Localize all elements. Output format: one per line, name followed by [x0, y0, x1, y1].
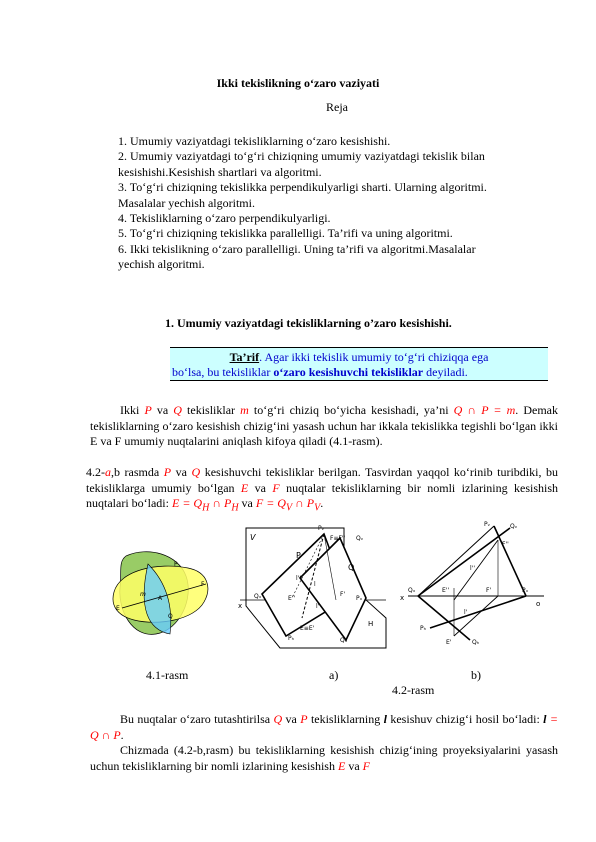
equation-l: l	[543, 712, 547, 726]
var-F: F	[362, 758, 370, 773]
var-l: l	[383, 712, 387, 726]
var-m: m	[240, 403, 249, 417]
label-Pv: Pᵥ	[484, 521, 491, 528]
label-Pv: Pᵥ	[318, 525, 325, 532]
paragraph-3	[90, 712, 558, 743]
plan-item: 2. Umumiy vaziyatdagi to‘g‘ri chiziqning umumiy vaziyatdagi tekislik bilan	[118, 149, 485, 164]
var-F: F	[272, 480, 280, 495]
definition-text: . Agar ikki tekislik umumiy to‘g‘ri chiziqqa ega	[259, 350, 489, 364]
plan-item: 6. Ikki tekislikning o‘zaro parallelligi. Uning ta’rifi va algoritmi.Masalalar	[118, 241, 476, 256]
text: va	[171, 465, 192, 479]
line-l1	[454, 596, 498, 636]
text: kesishuvchi tekisliklar berilgan. Tasvirdan yaqqol ko‘rinib turibdiki, bu tekisliklarga umumiy bo‘lgan	[86, 465, 559, 495]
plan-heading: Reja	[326, 100, 348, 114]
page-title: Ikki tekislikning o‘zaro vaziyati	[216, 76, 380, 90]
label-Qx: Qₓ	[254, 593, 262, 600]
text: kesishuv chizig‘i hosil bo‘ladi:	[386, 712, 544, 726]
label-l1: l'	[316, 603, 320, 610]
var-E: E	[337, 758, 346, 773]
text: . Demak tekisliklarning o‘zaro kesishish chizig‘ini yasash uchun har ikkala tekislikka tegishli bo‘lgan ikki E va F umumiy nuqtalarini aniqlash kifoya qiladi (4.1-rasm).	[90, 403, 559, 448]
label-Qh: Qₕ	[340, 637, 348, 644]
label-P: P	[174, 561, 178, 568]
figure-4-2a	[236, 518, 396, 652]
plan-item: 3. To‘g‘ri chiziqning tekislikka perpendikulyarligi sharti. Ularning algoritmi.	[118, 180, 487, 195]
label-E1: E'	[446, 639, 452, 646]
text: va	[282, 712, 301, 726]
figure-4-1	[108, 548, 218, 640]
label-Qv: Qᵥ	[356, 535, 364, 542]
var-P: P	[300, 712, 308, 726]
label-l1: l'	[464, 609, 468, 616]
var-Q: Q	[191, 465, 201, 479]
label-P: P	[296, 551, 301, 560]
text: Chizmada (4.2-b,rasm) bu tekisliklarning kesishish chizig‘ining proyeksiyalarini yasash uchun tekisliklarning bir nomli izlarining kesishish	[90, 743, 558, 773]
section-title: 1. Umumiy vaziyatdagi tekisliklarning o’zaro kesishishi.	[165, 316, 452, 330]
plan-item: 1. Umumiy vaziyatdagi tekisliklarning o‘zaro kesishishi.	[118, 134, 391, 148]
definition-line-1	[170, 350, 548, 365]
text: .	[120, 727, 124, 742]
label-l2: l''	[470, 565, 475, 572]
label-V: V	[250, 533, 256, 542]
label-Q: Q	[168, 613, 173, 620]
text: va	[238, 496, 256, 510]
text: Ikki	[120, 403, 145, 417]
label-Qv: Qᵥ	[510, 523, 518, 530]
definition-text: deyiladi.	[423, 365, 468, 379]
text: ,b rasmda	[111, 465, 164, 479]
label-Ph: Pₕ	[288, 635, 295, 642]
text: .	[320, 496, 324, 510]
definition-box	[170, 347, 548, 381]
paragraph-2	[86, 465, 558, 516]
equation-F: $F = Q_V$ ∩ $P_V$	[255, 496, 321, 514]
var-Q: Q	[173, 403, 182, 417]
caption-4-2: 4.2-rasm	[392, 683, 435, 697]
definition-term: o‘zaro kesishuvchi tekisliklar	[273, 365, 424, 379]
text: nuqtalar tekisliklarning bir nomli izlarining kesishish nuqtalari bo‘ladi:	[86, 480, 558, 510]
text: va	[151, 403, 174, 417]
plan-item: yechish algoritmi.	[118, 257, 205, 272]
text: to‘g‘ri chiziq bo‘yicha kesishadi, ya’ni	[248, 403, 454, 417]
label-Px: Pₓ	[522, 587, 529, 594]
label-E2: E''	[442, 587, 450, 594]
label-F1: F'	[340, 591, 346, 598]
plan-list	[118, 134, 558, 273]
paragraph-4	[90, 743, 558, 774]
label-l: l	[314, 581, 316, 588]
label-Q: Q	[348, 563, 355, 572]
label-m: m	[140, 591, 146, 598]
equation: Q ∩ P = m	[453, 403, 516, 417]
label-l2: l''	[296, 575, 301, 582]
plan-item: 4. Tekisliklarning o‘zaro perpendikulyarligi.	[118, 211, 331, 226]
text: 4.2-	[86, 465, 105, 479]
label-Qx: Qₓ	[408, 587, 416, 594]
label-Qh: Qₕ	[472, 639, 480, 646]
label-F: F	[201, 581, 205, 588]
label-A: A	[158, 595, 163, 602]
label-E: E	[116, 605, 120, 612]
var-a: a	[105, 465, 111, 479]
var-P: P	[163, 465, 172, 479]
label-F2: F''	[502, 541, 509, 548]
label-o: o	[536, 600, 541, 608]
plan-item: Masalalar yechish algoritmi.	[118, 195, 255, 210]
label-x: x	[238, 602, 243, 610]
var-Q: Q	[273, 712, 283, 726]
plan-item: kesishishi.Kesishish shartlari va algoritmi.	[118, 164, 322, 179]
caption-a: a)	[329, 668, 339, 682]
text: va	[248, 480, 273, 495]
definition-line-2	[170, 365, 548, 380]
trace-ph	[430, 596, 526, 628]
definition-label: Ta’rif	[229, 350, 260, 364]
label-EE: E≡E'	[300, 625, 315, 632]
label-x: x	[400, 594, 405, 602]
label-FF: F≡F''	[330, 535, 346, 542]
caption-b: b)	[471, 668, 481, 682]
var-P: P	[144, 403, 152, 417]
label-Px: Pₓ	[356, 595, 363, 602]
paragraph-1	[90, 403, 558, 450]
label-E2: E''	[288, 595, 296, 602]
text: va	[345, 758, 363, 773]
var-E: E	[240, 480, 249, 495]
figure-4-2b	[398, 518, 548, 652]
text: tekisliklarning	[307, 712, 384, 726]
label-F1: F'	[486, 587, 492, 594]
label-Ph: Pₕ	[420, 625, 427, 632]
caption-4-1: 4.1-rasm	[146, 668, 189, 682]
line-l2	[454, 540, 498, 600]
definition-text: bo‘lsa, bu tekisliklar	[172, 365, 274, 379]
text: Bu nuqtalar o‘zaro tutashtirilsa	[120, 712, 274, 726]
plan-item: 5. To‘g‘ri chiziqning tekislikka parallelligi. Ta’rifi va uning algoritmi.	[118, 226, 453, 241]
equation-E: $E = Q_H$ ∩ $P_H$	[171, 496, 239, 514]
text: tekisliklar	[181, 403, 241, 417]
equation: = Q ∩ P	[90, 712, 558, 742]
label-H: H	[368, 620, 374, 628]
